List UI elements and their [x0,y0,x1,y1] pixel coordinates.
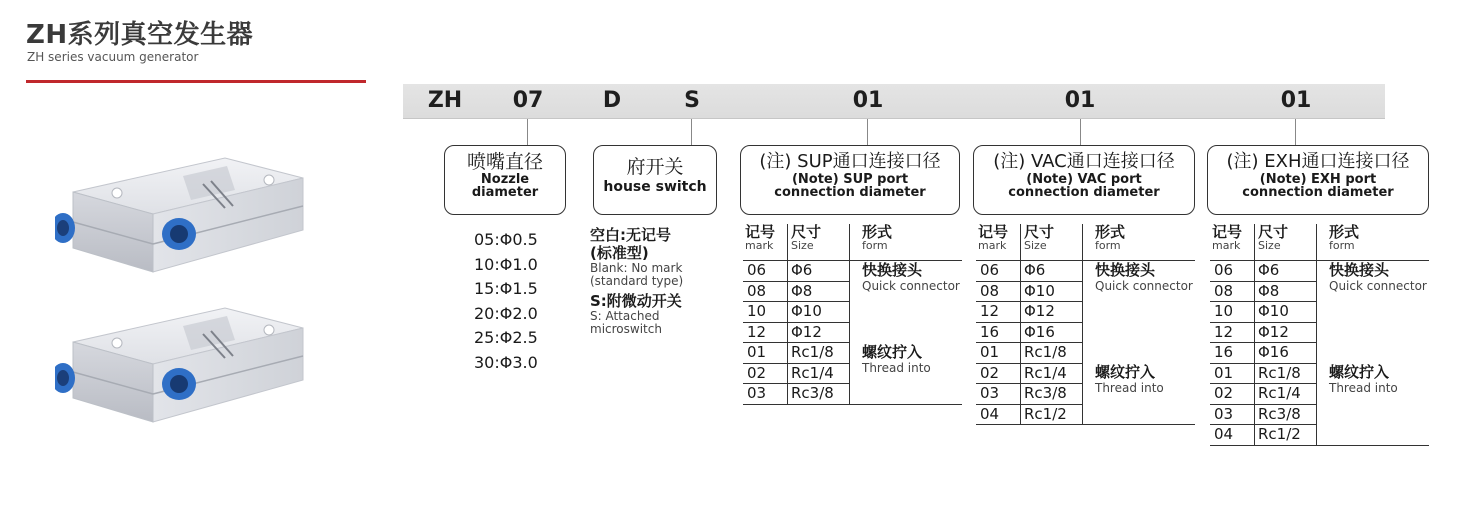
quick-connector-en: Quick connector [1095,279,1193,293]
code-vac: 01 [1064,88,1096,113]
size-cell: Φ10 [1255,302,1317,323]
house-switch-options [590,226,683,336]
mark-cell: 06 [976,261,1021,282]
page-title: ZH系列真空发生器 [26,20,254,50]
page-subtitle: ZH series vacuum generator [27,50,199,64]
size-header [1255,224,1317,261]
exh-label-en: connection diameter [1242,185,1394,200]
form-cell-thread [850,343,963,405]
mark-header-cn: 记号 [1212,223,1243,241]
connector-line [527,119,528,145]
s-option-en: S: Attached [590,309,660,323]
mark-cell: 03 [976,384,1021,405]
size-cell: Φ10 [1021,281,1083,302]
vac-port-box [973,145,1195,215]
form-cell-quick [1317,261,1430,364]
mark-cell: 12 [743,322,788,343]
mark-cell: 02 [743,363,788,384]
sup-label-en: connection diameter [774,185,926,200]
size-cell: Φ6 [788,261,850,282]
size-cell: Rc1/8 [1021,343,1083,364]
code-exh: 01 [1280,88,1312,113]
mark-cell: 12 [976,302,1021,323]
size-cell: Rc3/8 [1021,384,1083,405]
house-switch-box [593,145,717,215]
mark-cell: 06 [1210,261,1255,282]
nozzle-diameter-box [444,145,566,215]
form-header-en: form [1329,239,1355,252]
code-sup: 01 [852,88,884,113]
vacuum-generator-image [55,300,315,440]
vac-label-en: connection diameter [1008,185,1160,200]
thread-into-cn: 螺纹拧入 [1329,363,1390,381]
blank-option-en: Blank: No mark [590,261,683,275]
house-switch-label-cn: 府开关 [626,156,684,178]
thread-into-en: Thread into [862,360,931,375]
nozzle-label-en: diameter [471,185,539,200]
form-cell-quick [1083,261,1196,364]
size-cell: Rc1/4 [1021,363,1083,384]
code-series: ZH [427,88,463,113]
size-cell: Φ10 [788,302,850,323]
mark-cell: 16 [976,322,1021,343]
nozzle-option: 30:Φ3.0 [474,352,538,372]
thread-into-en: Thread into [1329,381,1398,395]
quick-connector-en: Quick connector [862,279,960,293]
model-code-bar [403,84,1385,119]
size-cell: Rc1/2 [1255,425,1317,446]
mark-cell: 10 [1210,302,1255,323]
size-cell: Φ12 [1021,302,1083,323]
size-header [788,224,850,261]
nozzle-option: 25:Φ2.5 [474,328,538,347]
thread-into-cn: 螺纹拧入 [862,342,923,361]
connector-line [867,119,868,145]
exh-label-cn: (注) EXH通口连接口径 [1226,151,1410,172]
mark-header-en: mark [1212,239,1241,252]
nozzle-label-cn: 喷嘴直径 [466,151,543,173]
connector-line [1295,119,1296,145]
mark-cell: 08 [976,281,1021,302]
s-option-cn: S:附微动开关 [590,292,682,310]
sup-port-table [743,224,962,405]
code-nozzle: 07 [512,88,544,113]
nozzle-option: 15:Φ1.5 [474,279,538,298]
sup-label-cn: (注) SUP通口连接口径 [759,151,941,172]
mark-cell: 04 [976,404,1021,425]
size-header-cn: 尺寸 [1258,223,1289,241]
mark-cell: 12 [1210,322,1255,343]
size-header-cn: 尺寸 [791,223,822,241]
form-cell-quick [850,261,963,343]
nozzle-options [474,228,538,375]
sup-port-box [740,145,960,215]
size-cell: Φ8 [788,281,850,302]
size-cell: Φ12 [788,322,850,343]
mark-header-en: mark [745,239,774,252]
nozzle-option: 05:Φ0.5 [474,230,538,249]
thread-into-en: Thread into [1095,381,1164,395]
mark-cell: 03 [743,384,788,405]
mark-cell: 01 [976,343,1021,364]
form-header [1083,224,1196,261]
table-row [743,261,962,282]
quick-connector-cn: 快换接头 [1329,261,1390,279]
blank-option-cn: (标准型) [590,244,649,262]
size-cell: Φ16 [1021,322,1083,343]
size-cell: Φ6 [1255,261,1317,282]
exh-label-en: (Note) EXH port [1259,172,1377,187]
table-row [743,343,962,364]
title-divider [26,80,366,83]
table-row [1210,363,1429,384]
code-d: D [602,88,622,113]
mark-cell: 01 [1210,363,1255,384]
quick-connector-en: Quick connector [1329,279,1427,293]
exh-port-box [1207,145,1429,215]
size-cell: Rc1/4 [788,363,850,384]
form-header [850,224,963,261]
size-cell: Φ6 [1021,261,1083,282]
table-row [1210,261,1429,282]
form-header-en: form [1095,239,1121,252]
mark-cell: 16 [1210,343,1255,364]
vac-port-table [976,224,1195,425]
mark-header [1210,224,1255,261]
mark-header-en: mark [978,239,1007,252]
blank-option-en: (standard type) [590,274,684,288]
size-cell: Rc1/2 [1021,404,1083,425]
size-header-en: Size [1024,239,1047,252]
form-header-cn: 形式 [1095,223,1126,241]
vac-label-en: (Note) VAC port [1026,172,1142,187]
mark-cell: 08 [1210,281,1255,302]
connector-line [691,119,692,145]
house-switch-label-en: house switch [603,179,707,195]
nozzle-option: 10:Φ1.0 [474,254,538,274]
size-cell: Rc1/8 [788,343,850,364]
blank-option-cn: 空白:无记号 [590,226,671,244]
mark-cell: 06 [743,261,788,282]
form-header-cn: 形式 [862,223,893,241]
mark-header [976,224,1021,261]
size-cell: Rc3/8 [788,384,850,405]
size-cell: Φ12 [1255,322,1317,343]
size-cell: Φ8 [1255,281,1317,302]
size-cell: Rc1/8 [1255,363,1317,384]
connector-line [1080,119,1081,145]
vacuum-generator-image [55,150,315,290]
sup-label-en: (Note) SUP port [791,172,909,187]
exh-port-table [1210,224,1429,446]
size-header [1021,224,1083,261]
s-option-en: microswitch [590,322,662,336]
mark-cell: 02 [976,363,1021,384]
table-header-row [743,224,962,261]
size-header-en: Size [1258,239,1281,252]
mark-cell: 03 [1210,404,1255,425]
form-header-cn: 形式 [1329,223,1360,241]
form-cell-thread [1083,363,1196,425]
thread-into-cn: 螺纹拧入 [1095,363,1156,381]
size-header-cn: 尺寸 [1024,223,1055,241]
form-cell-thread [1317,363,1430,445]
quick-connector-cn: 快换接头 [862,261,923,279]
table-row [976,363,1195,384]
nozzle-label-en: Nozzle [480,172,530,187]
mark-cell: 04 [1210,425,1255,446]
mark-cell: 01 [743,343,788,364]
form-header [1317,224,1430,261]
mark-header-cn: 记号 [745,223,776,241]
table-row [976,261,1195,282]
mark-cell: 08 [743,281,788,302]
size-cell: Φ16 [1255,343,1317,364]
table-header-row [1210,224,1429,261]
size-header-en: Size [791,239,814,252]
size-cell: Rc1/4 [1255,384,1317,405]
table-header-row [976,224,1195,261]
size-cell: Rc3/8 [1255,404,1317,425]
vac-label-cn: (注) VAC通口连接口径 [993,151,1175,172]
mark-cell: 02 [1210,384,1255,405]
mark-header-cn: 记号 [978,223,1009,241]
code-switch: S [684,88,700,113]
mark-header [743,224,788,261]
mark-cell: 10 [743,302,788,323]
form-header-en: form [862,239,888,252]
nozzle-option: 20:Φ2.0 [474,303,538,323]
quick-connector-cn: 快换接头 [1095,261,1156,279]
